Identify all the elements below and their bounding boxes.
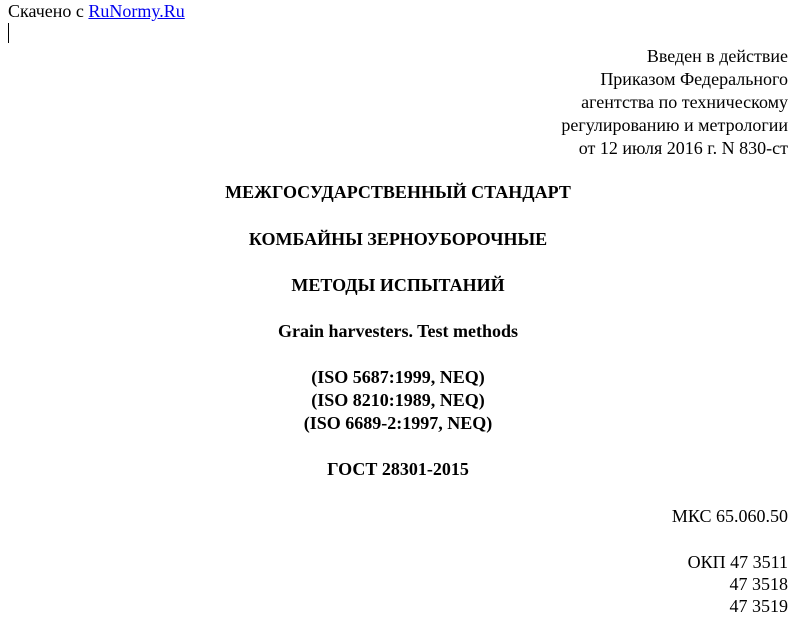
text-cursor bbox=[8, 23, 9, 43]
gost-number: ГОСТ 28301-2015 bbox=[327, 459, 469, 479]
runormy-link[interactable]: RuNormy.Ru bbox=[88, 1, 185, 21]
iso-reference: (ISO 5687:1999, NEQ) bbox=[311, 367, 485, 387]
methods-heading: МЕТОДЫ ИСПЫТАНИЙ bbox=[291, 275, 505, 295]
english-title: Grain harvesters. Test methods bbox=[278, 321, 518, 341]
subject-heading: КОМБАЙНЫ ЗЕРНОУБОРОЧНЫЕ bbox=[248, 229, 548, 249]
okp-line: ОКП 47 3511 bbox=[687, 552, 788, 572]
mks-code: МКС 65.060.50 bbox=[671, 506, 788, 526]
okp-codes bbox=[688, 551, 788, 617]
enactment-note bbox=[561, 45, 788, 160]
iso-reference: (ISO 8210:1989, NEQ) bbox=[311, 390, 485, 410]
standard-type-heading: МЕЖГОСУДАРСТВЕННЫЙ СТАНДАРТ bbox=[225, 182, 571, 202]
enactment-line: агентства по техническому bbox=[581, 92, 788, 112]
enactment-line: Введен в действие bbox=[646, 46, 788, 66]
download-source-line bbox=[8, 0, 185, 23]
enactment-line: Приказом Федерального bbox=[600, 69, 788, 89]
iso-reference: (ISO 6689-2:1997, NEQ) bbox=[303, 413, 493, 433]
enactment-line: регулированию и метрологии bbox=[561, 115, 788, 135]
okp-line: 47 3518 bbox=[729, 574, 788, 594]
download-prefix: Скачено с bbox=[8, 1, 89, 21]
okp-line: 47 3519 bbox=[729, 596, 788, 616]
iso-references bbox=[0, 366, 790, 435]
enactment-line: от 12 июля 2016 г. N 830-ст bbox=[578, 138, 788, 158]
